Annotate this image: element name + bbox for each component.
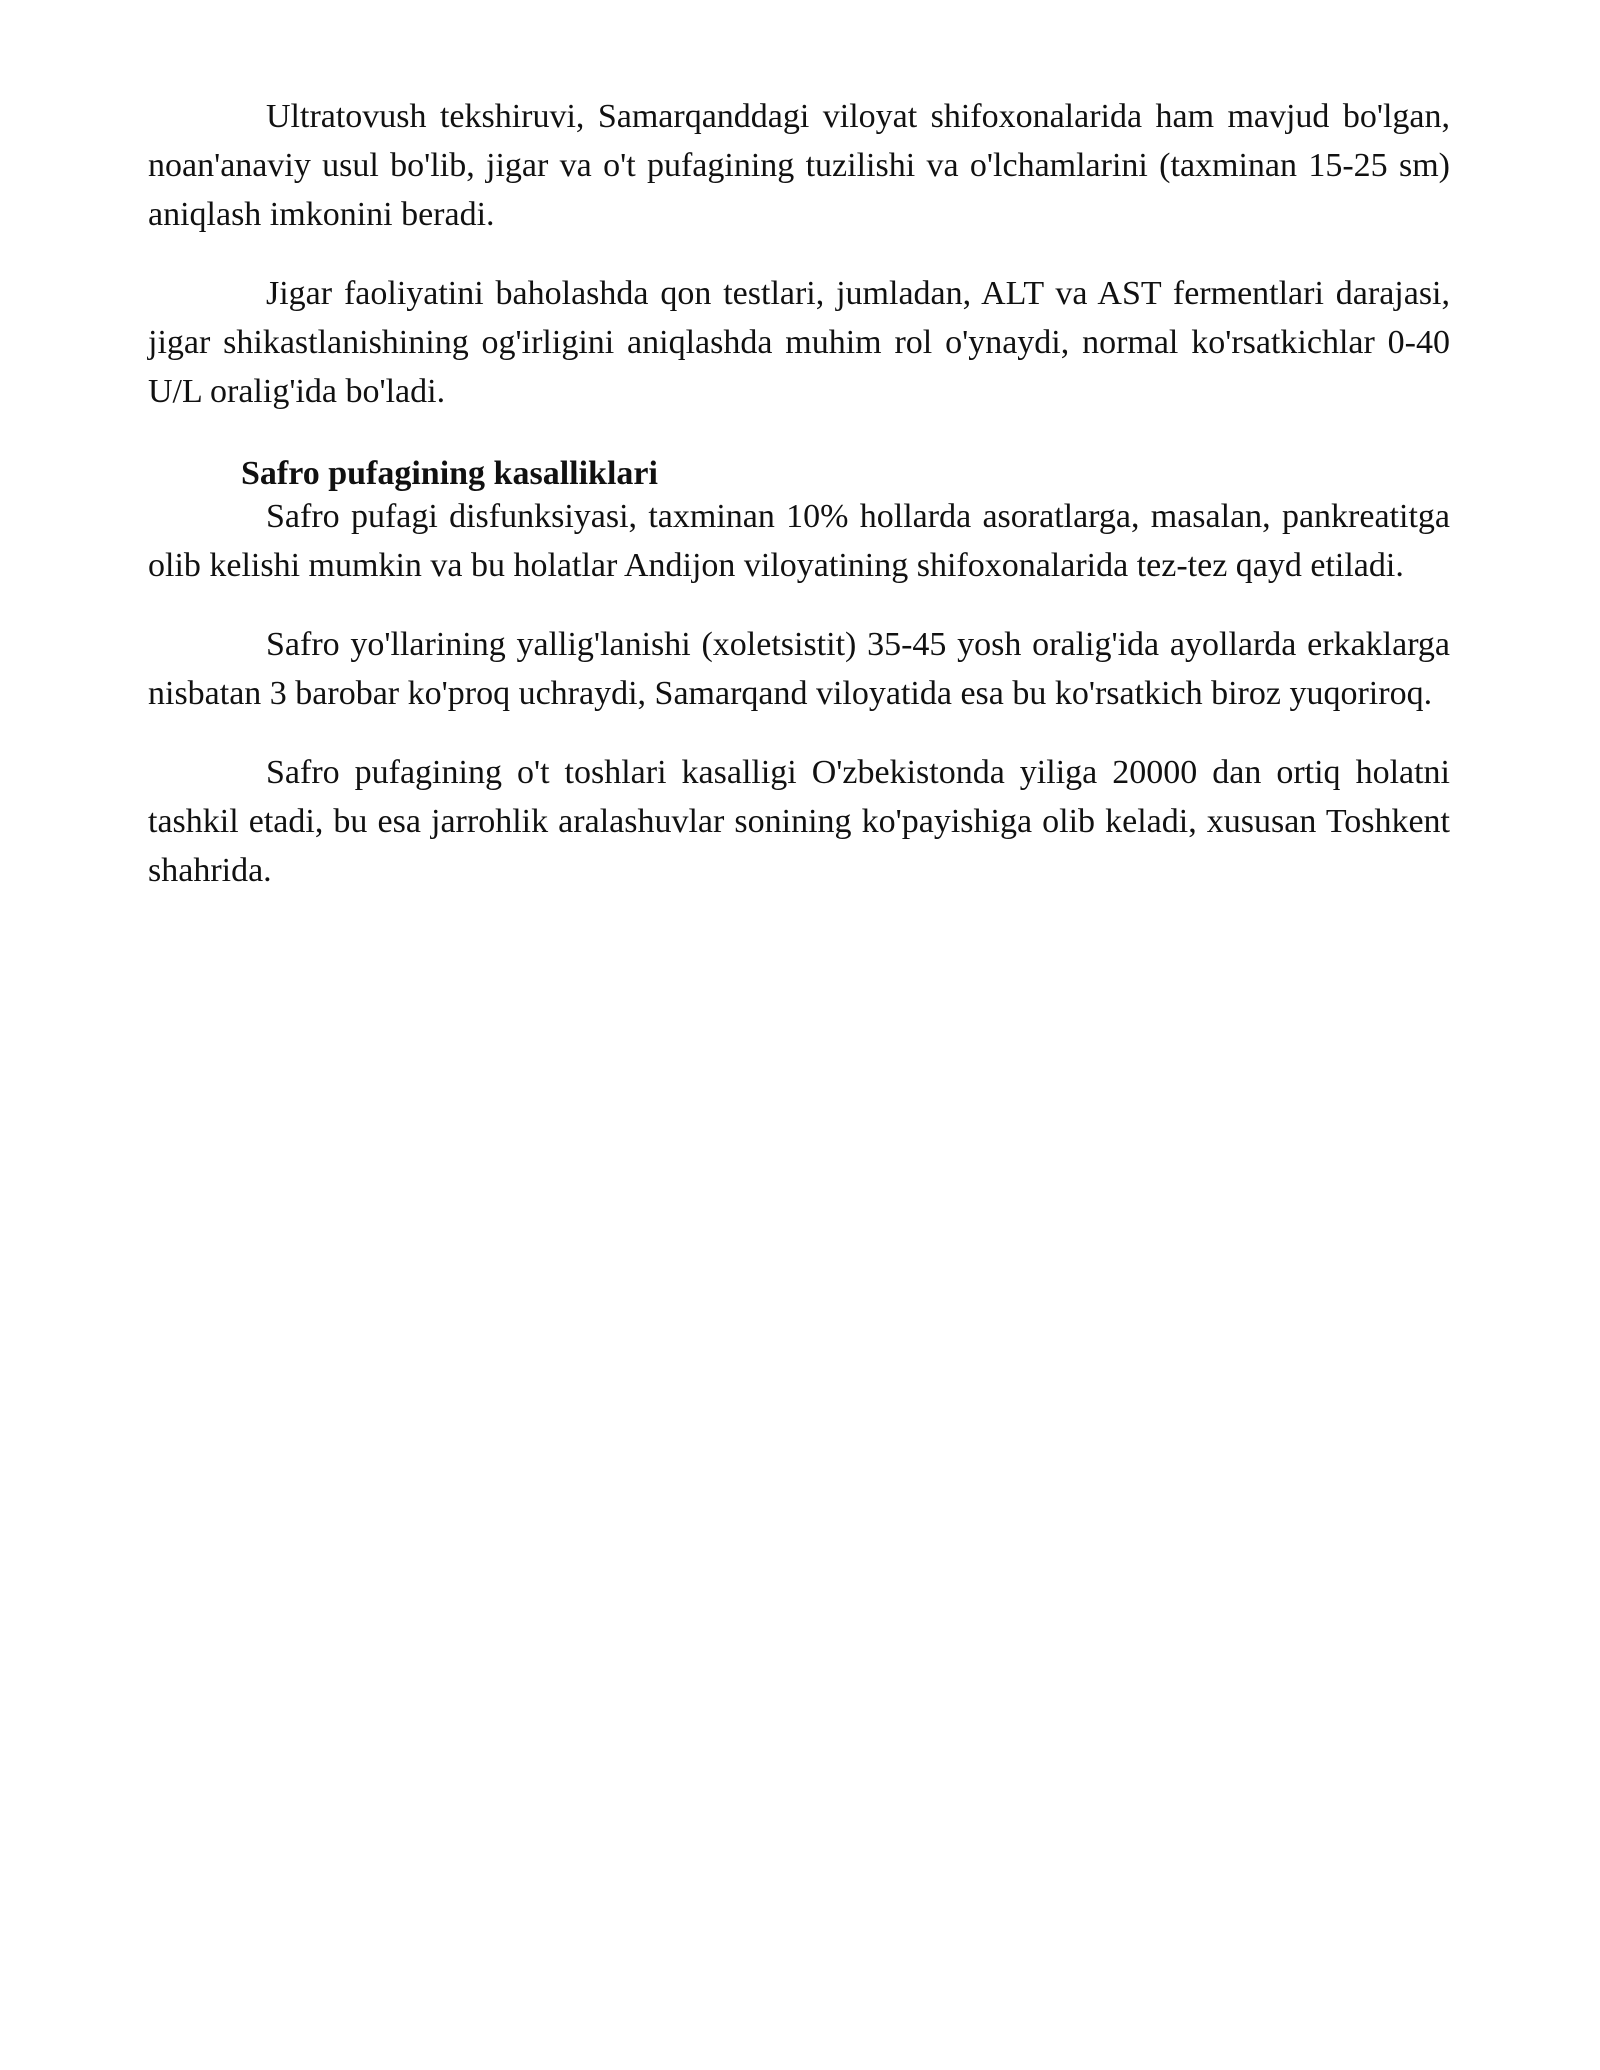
paragraph-gallstones: Safro pufagining o't toshlari kasalligi O'zbekistonda yiliga 20000 dan ortiq holatni tashkil etadi, bu esa jarrohlik aralashuvlar sonining ko'payishiga olib keladi, xususan Toshkent shahrida.	[148, 754, 1450, 889]
paragraph-ultrasound: Ultratovush tekshiruvi, Samarqanddagi viloyat shifoxonalarida ham mavjud bo'lgan, noan'anaviy usul bo'lib, jigar va o't pufagining tuzilishi va o'lchamlarini (taxminan 15-25 sm) aniqlash imkonini beradi.	[148, 98, 1450, 233]
section-heading: Safro pufagining kasalliklari	[241, 455, 658, 492]
document-page	[148, 92, 1450, 895]
paragraph-gallbladder-dysfunction: Safro pufagi disfunksiyasi, taxminan 10% hollarda asoratlarga, masalan, pankreatitga olib kelishi mumkin va bu holatlar Andijon viloyatining shifoxonalarida tez-tez qayd etiladi.	[148, 498, 1450, 584]
paragraph-cholecystitis: Safro yo'llarining yallig'lanishi (xoletsistit) 35-45 yosh oralig'ida ayollarda erkaklarga nisbatan 3 barobar ko'proq uchraydi, Samarqand viloyatida esa bu ko'rsatkich biroz yuqoriroq.	[148, 626, 1450, 712]
paragraph-liver-tests: Jigar faoliyatini baholashda qon testlari, jumladan, ALT va AST fermentlari darajasi, jigar shikastlanishining og'irligini aniqlashda muhim rol o'ynaydi, normal ko'rsatkichlar 0-40 U/L oralig'ida bo'ladi.	[148, 275, 1450, 410]
